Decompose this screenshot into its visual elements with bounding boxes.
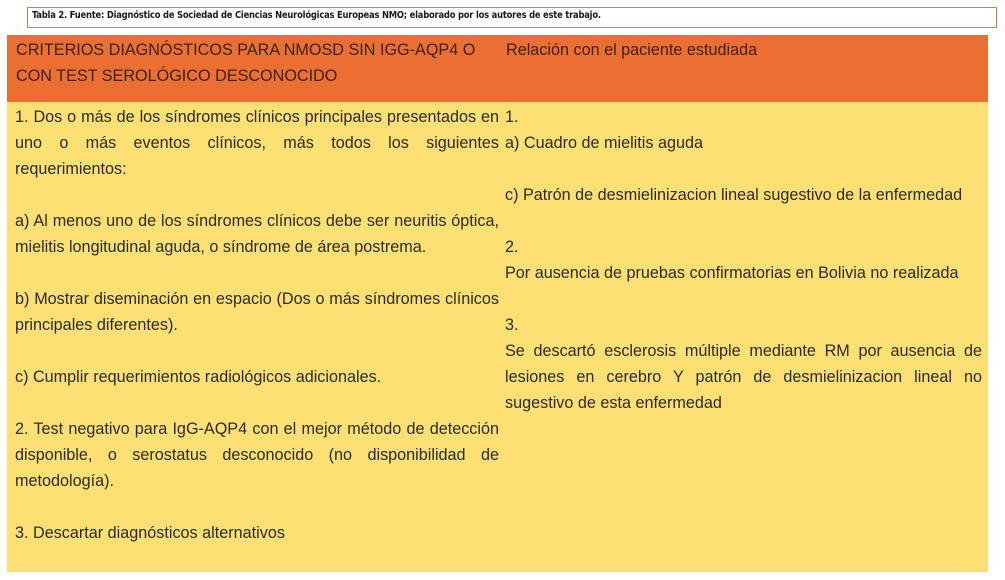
criterion-2: 2. Test negativo para IgG-AQP4 con el mejor método de detección disponible, o serostatus desconocido (no disponibilidad de metodología). <box>15 420 499 490</box>
criterion-1b: b) Mostrar diseminación en espacio (Dos o más síndromes clínicos principales diferentes). <box>15 290 499 334</box>
header-criteria: CRITERIOS DIAGNÓSTICOS PARA NMOSD SIN IGG-AQP4 O CON TEST SEROLÓGICO DESCONOCIDO <box>16 41 476 85</box>
criterion-1c: c) Cumplir requerimientos radiológicos adicionales. <box>15 368 382 386</box>
table-caption-box <box>27 7 997 28</box>
relation-1a: a) Cuadro de mielitis aguda <box>505 134 703 152</box>
table-caption: Tabla 2. Fuente: Diagnóstico de Sociedad de Ciencias Neurológicas Europeas NMO; elaborado por los autores de este trabajo. <box>32 10 601 21</box>
criterion-3: 3. Descartar diagnósticos alternativos <box>15 524 285 542</box>
criterion-1: 1. Dos o más de los síndromes clínicos principales presentados en uno o más eventos clínicos, más todos los siguientes requerimientos: <box>15 108 499 178</box>
relation-2-number: 2. <box>505 238 519 256</box>
relation-2: Por ausencia de pruebas confirmatorias en Bolivia no realizada <box>505 264 959 282</box>
header-patient-relation: Relación con el paciente estudiada <box>506 41 758 59</box>
table-header-row <box>7 35 988 102</box>
table-body-row <box>7 102 988 572</box>
criterion-1a: a) Al menos uno de los síndromes clínicos debe ser neuritis óptica, mielitis longitudinal aguda, o síndrome de área postrema. <box>15 212 499 256</box>
patient-relation-column <box>505 104 982 416</box>
criteria-column <box>15 104 499 546</box>
relation-3: Se descartó esclerosis múltiple mediante RM por ausencia de lesiones en cerebro Y patrón de desmielinizacion lineal no sugestivo de esta enfermedad <box>505 342 982 412</box>
relation-1c: c) Patrón de desmielinizacion lineal sugestivo de la enfermedad <box>505 186 963 204</box>
relation-3-number: 3. <box>505 316 519 334</box>
relation-1-number: 1. <box>505 108 519 126</box>
criteria-table <box>7 35 988 572</box>
